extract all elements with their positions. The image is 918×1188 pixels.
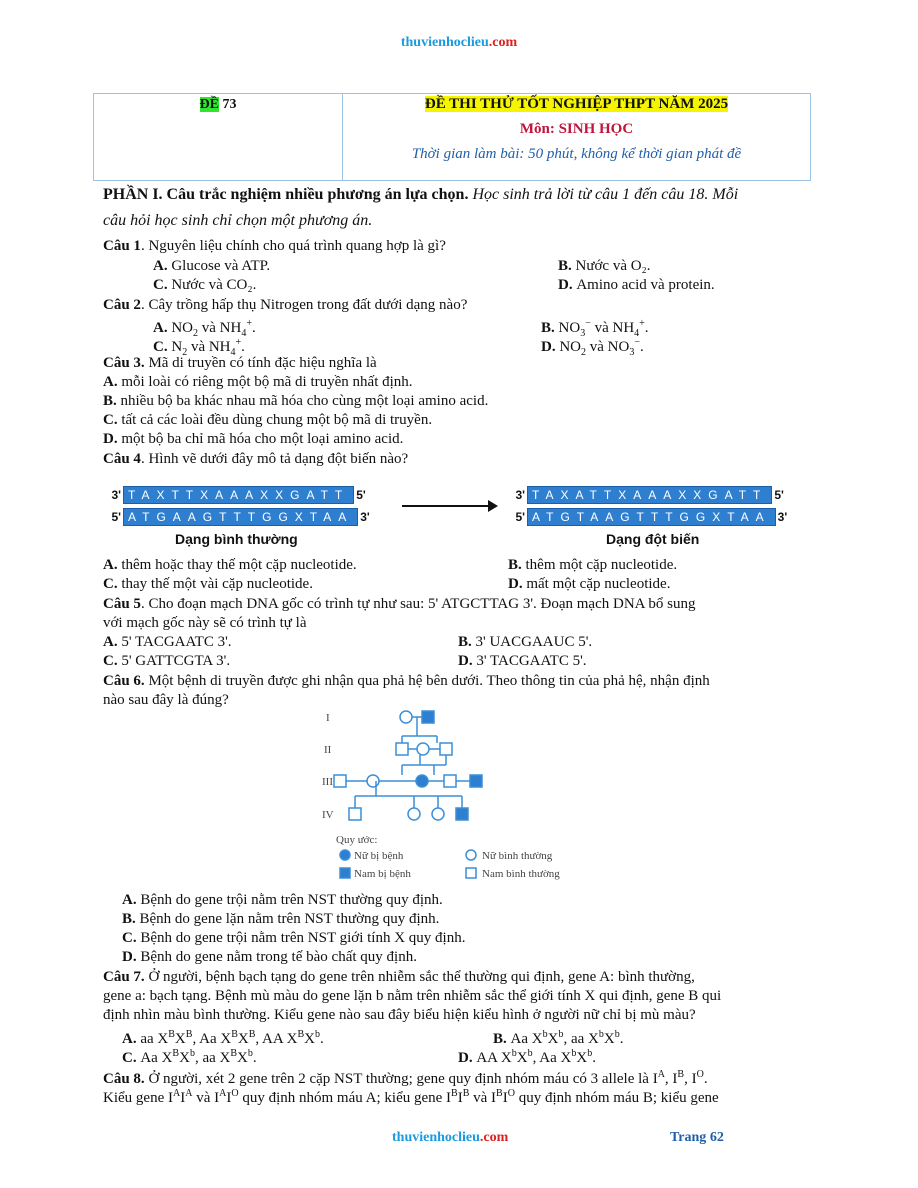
gen1-female-normal: [400, 711, 412, 723]
q6-stem: Câu 6. Một bệnh di truyền được ghi nhận qua phả hệ bên dưới. Theo thông tin của phả hệ, nhận định: [103, 673, 710, 689]
gen2-female-1: [417, 743, 429, 755]
exam-title-cell: [343, 94, 811, 181]
q2-option-a: A. $NO_2$ và $NH_4^+$.: [153, 318, 256, 339]
gen3-male-affected: [470, 775, 482, 787]
q4-option-a: A. thêm hoặc thay thế một cặp nucleotide.: [103, 557, 357, 573]
exam-title: ĐỀ THI THỬ TỐT NGHIỆP THPT NĂM 2025: [424, 96, 729, 112]
q2-option-b: B. $NO_3^-$ và $NH_4^+$.: [541, 318, 649, 339]
q8-stem-2: Kiểu gene $I^AI^A$ và $I^AI^O$ quy định nhóm máu A; kiểu gene $I^BI^B$ và $I^BI^O$ quy định nhóm máu B; kiểu gene: [103, 1088, 719, 1106]
q5-option-d: D. 3' TACGAATC 5'.: [458, 653, 587, 669]
q5-stem: Câu 5. Cho đoạn mạch DNA gốc có trình tự như sau: 5' ATGCTTAG 3'. Đoạn mạch DNA bổ sung: [103, 596, 696, 612]
q1-option-c: C. Nước và CO₂.: [153, 277, 257, 293]
q3-option-a: A. mỗi loài có riêng một bộ mã di truyền nhất định.: [103, 374, 413, 390]
q7-option-c: C. Aa $X^BX^b$, aa $X^BX^b$.: [122, 1048, 257, 1066]
q6-option-b: B. Bệnh do gene lặn nằm trên NST thường quy định.: [122, 911, 440, 927]
exam-subject: Môn: SINH HỌC: [519, 121, 634, 137]
exam-duration: Thời gian làm bài: 50 phút, không kể thời gian phát đề: [411, 146, 742, 162]
exam-code-cell: ĐỀ 73: [94, 94, 343, 181]
legend-female-normal-icon: [466, 850, 476, 860]
q3-option-c: C. tất cả các loài đều dùng chung một bộ mã di truyền.: [103, 412, 433, 428]
q8-stem: Câu 8. Ở người, xét 2 gene trên 2 cặp NST thường; gene quy định nhóm máu có 3 allele là $I^A$, $I^B$, $I^O$.: [103, 1069, 708, 1087]
q6-stem-2: nào sau đây là đúng?: [103, 692, 229, 708]
q1-stem: Câu 1. Nguyên liệu chính cho quá trình quang hợp là gì?: [103, 238, 446, 254]
legend-male-normal-icon: [466, 868, 476, 878]
gen4-male-1: [349, 808, 361, 820]
q7-option-a: A. aa $X^BX^B$, Aa $X^BX^B$, AA $X^BX^b$.: [122, 1029, 324, 1047]
legend-male-affected-icon: [340, 868, 350, 878]
legend-male-affected: Nam bị bệnh: [354, 868, 411, 880]
dna-normal: 3' TAXTTXAAAXXGATT 5' 5' ATGAAGTTTGGXTAA 3': [111, 488, 370, 524]
q1-option-b: B. Nước và O₂.: [558, 258, 651, 274]
gen4-female-1: [408, 808, 420, 820]
legend-male-normal: Nam bình thường: [482, 868, 560, 880]
q4-stem: Câu 4. Hình vẽ dưới đây mô tả dạng đột biến nào?: [103, 451, 409, 467]
q5-option-a: A. 5' TACGAATC 3'.: [103, 634, 232, 650]
mutant-bottom-strand: ATGTAAGTTTGGXTAA: [527, 508, 776, 526]
q2-option-c: C. $N_2$ và $NH_4^+$.: [153, 337, 245, 358]
gen-label-2: II: [324, 744, 332, 756]
q6-option-d: D. Bệnh do gene nằm trong tế bào chất quy định.: [122, 949, 417, 965]
mutant-top-strand: TAXATTXAAAXXGATT: [527, 486, 772, 504]
q7-stem-2: gene a: bạch tạng. Bệnh mù màu do gene lặn b nằm trên nhiễm sắc thể giới tính X qui định, gene B qui: [103, 988, 722, 1004]
pedigree-diagram: [310, 700, 600, 890]
gen4-female-2: [432, 808, 444, 820]
mutant-caption: Dạng đột biến: [606, 531, 700, 547]
q5-option-c: C. 5' GATTCGTA 3'.: [103, 653, 231, 669]
q4-option-c: C. thay thế một vài cặp nucleotide.: [103, 576, 313, 592]
gen2-male-1: [396, 743, 408, 755]
q3-option-d: D. một bộ ba chỉ mã hóa cho một loại amino acid.: [103, 431, 404, 447]
gen3-female-affected: [416, 775, 428, 787]
gen-label-1: I: [326, 712, 330, 724]
q6-option-a: A. Bệnh do gene trội nằm trên NST thường quy định.: [122, 892, 443, 908]
legend-female-affected-icon: [340, 850, 350, 860]
exam-header-table: [93, 93, 811, 181]
gen3-male-2: [444, 775, 456, 787]
gen2-male-2: [440, 743, 452, 755]
normal-caption: Dạng bình thường: [175, 531, 298, 547]
q4-option-b: B. thêm một cặp nucleotide.: [508, 557, 678, 573]
legend-female-affected: Nữ bị bệnh: [354, 850, 404, 862]
part1-heading: PHẦN I. Câu trắc nghiệm nhiều phương án lựa chọn. Học sinh trả lời từ câu 1 đến câu 18. Mỗi: [103, 186, 739, 203]
page-number: Trang 62: [670, 1130, 724, 1145]
q6-option-c: C. Bệnh do gene trội nằm trên NST giới tính X quy định.: [122, 930, 466, 946]
q3-stem: Câu 3. Mã di truyền có tính đặc hiệu nghĩa là: [103, 355, 377, 371]
gen4-male-affected: [456, 808, 468, 820]
normal-top-strand: TAXTTXAAAXXGATT: [123, 486, 354, 504]
header-site-link: thuvienhoclieu.com: [400, 35, 518, 50]
q7-option-b: B. Aa $X^bX^b$, aa $X^bX^b$.: [493, 1029, 624, 1047]
q2-stem: Câu 2. Cây trồng hấp thụ Nitrogen trong đất dưới dạng nào?: [103, 297, 468, 313]
arrow-right-icon: [400, 496, 500, 516]
q4-option-d: D. mất một cặp nucleotide.: [508, 576, 671, 592]
footer-site-link: thuvienhoclieu.com: [392, 1130, 509, 1145]
q7-stem-3: định nhìn màu bình thường. Kiểu gene nào sau đây biểu hiện kiểu hình ở người nữ chỉ bị mù màu?: [103, 1007, 696, 1023]
gen3-male-1: [334, 775, 346, 787]
legend-female-normal: Nữ bình thường: [482, 850, 553, 862]
q5-option-b: B. 3' UACGAAUC 5'.: [458, 634, 593, 650]
q2-option-d: D. $NO_2$ và $NO_3^-$.: [541, 337, 644, 358]
gen1-male-affected: [422, 711, 434, 723]
gen-label-4: IV: [322, 809, 334, 821]
gen3-female-1: [367, 775, 379, 787]
q3-option-b: B. nhiều bộ ba khác nhau mã hóa cho cùng một loại amino acid.: [103, 393, 489, 409]
q7-option-d: D. AA $X^bX^b$, Aa $X^bX^b$.: [458, 1048, 596, 1066]
normal-bottom-strand: ATGAAGTTTGGXTAA: [123, 508, 358, 526]
q1-option-d: D. Amino acid và protein.: [558, 277, 715, 293]
q7-stem: Câu 7. Ở người, bệnh bạch tạng do gene trên nhiễm sắc thể thường qui định, gene A: bình thường,: [103, 969, 695, 985]
q5-stem-2: với mạch gốc này sẽ có trình tự là: [103, 615, 307, 631]
gen-label-3: III: [322, 776, 333, 788]
legend-title: Quy ước:: [336, 834, 378, 846]
q1-option-a: A. Glucose và ATP.: [153, 258, 271, 274]
dna-mutant: 3' TAXATTXAAAXXGATT 5' 5' ATGTAAGTTTGGXTAA 3': [515, 488, 788, 524]
part1-instruction: câu hỏi học sinh chỉ chọn một phương án.: [103, 212, 373, 229]
